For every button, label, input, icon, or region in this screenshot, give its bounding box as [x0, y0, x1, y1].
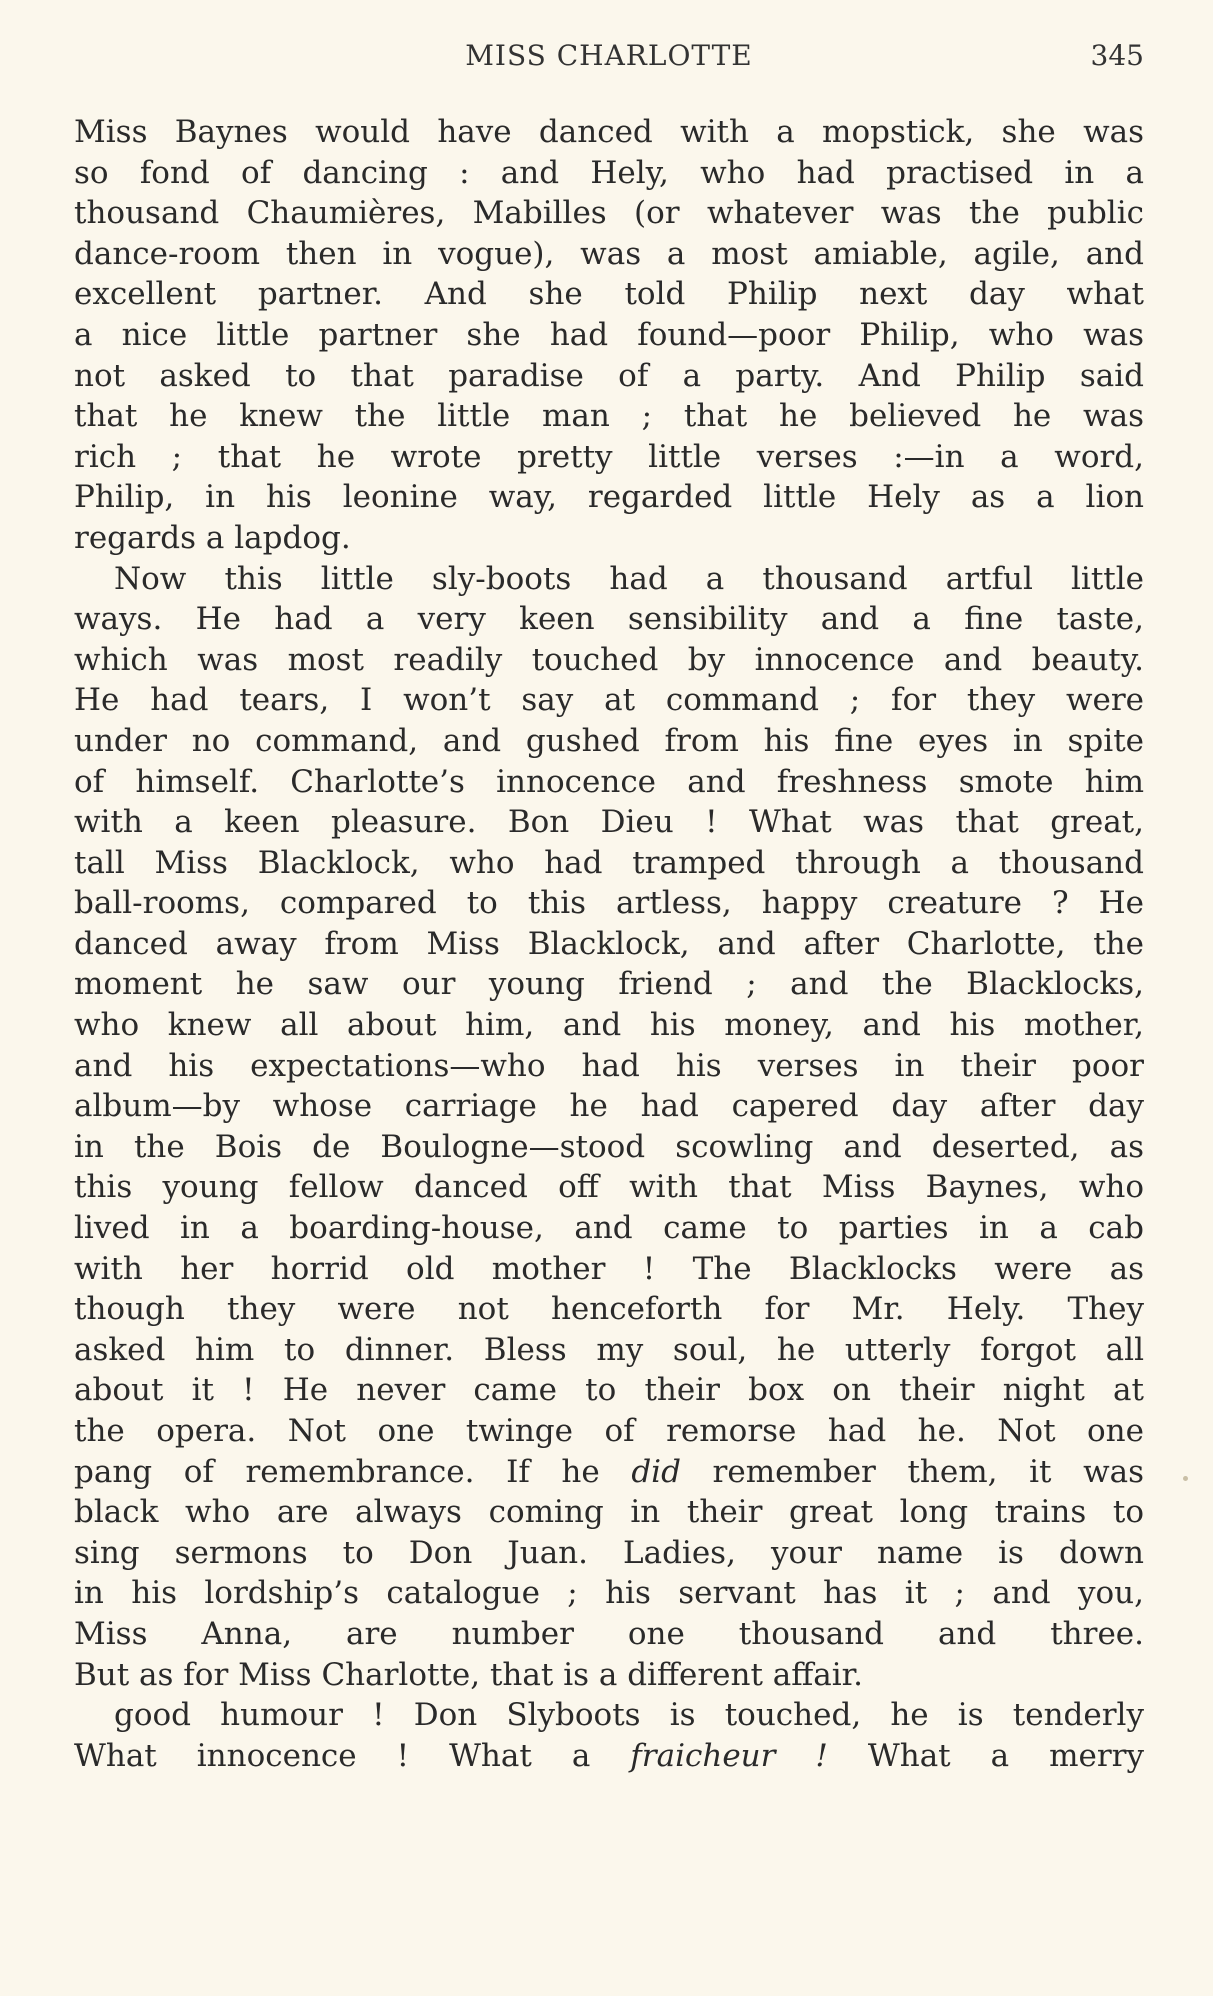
- text-line: so fond of dancing : and Hely, who had practised in a: [74, 154, 1144, 191]
- text-line-with-emphasis: [74, 1452, 1144, 1493]
- text-line: excellent partner. And she told Philip next day what: [74, 276, 1144, 313]
- text-span: remember them, it was: [680, 1453, 1144, 1490]
- paragraph-start-line: Now this little sly-boots had a thousand artful little: [114, 560, 1144, 597]
- emphasized-word: did: [631, 1453, 681, 1490]
- text-line: though they were not henceforth for Mr. Hely. They: [74, 1291, 1144, 1328]
- text-line: who knew all about him, and his money, and his mother,: [74, 1007, 1144, 1044]
- text-line: that he knew the little man ; that he believed he was: [74, 398, 1144, 435]
- text-line: lived in a boarding-house, and came to parties in a cab: [74, 1210, 1144, 1247]
- text-line: black who are always coming in their great long trains to: [74, 1494, 1144, 1531]
- text-line: the opera. Not one twinge of remorse had he. Not one: [74, 1413, 1144, 1449]
- text-line: of himself. Charlotte’s innocence and freshness smote him: [74, 763, 1144, 800]
- text-line: thousand Chaumières, Mabilles (or whatever was the public: [74, 195, 1144, 232]
- text-line: dance-room then in vogue), was a most amiable, agile, and: [74, 235, 1144, 272]
- text-line: [74, 1776, 1144, 1817]
- text-line: in the Bois de Boulogne—stood scowling and deserted, as: [74, 1128, 1144, 1165]
- text-span: What innocence ! What a: [74, 1737, 631, 1774]
- text-line: not asked to that paradise of a party. And Philip said: [74, 357, 1144, 394]
- margin-mark: [1183, 1476, 1188, 1481]
- text-line: He had tears, I won’t say at command ; for they were: [74, 682, 1144, 719]
- text-line: a nice little partner she had found—poor Philip, who was: [74, 316, 1144, 353]
- text-line: Miss Baynes would have danced with a mopstick, she was: [74, 114, 1144, 150]
- text-line: which was most readily touched by innocence and beauty.: [74, 641, 1144, 678]
- page-number: 345: [1090, 39, 1144, 72]
- text-line: about it ! He never came to their box on their night at: [74, 1372, 1144, 1409]
- text-line: under no command, and gushed from his fine eyes in spite: [74, 722, 1144, 759]
- text-span: pang of remembrance. If he: [74, 1453, 632, 1490]
- running-title: MISS CHARLOTTE: [465, 39, 753, 72]
- text-line: moment he saw our young friend ; and the Blacklocks,: [74, 966, 1144, 1003]
- text-line: this young fellow danced off with that Miss Baynes, who: [74, 1169, 1144, 1206]
- text-line: and his expectations—who had his verses in their poor: [74, 1047, 1144, 1084]
- paragraph-start-line: good humour ! Don Slyboots is touched, he is tenderly: [114, 1697, 1144, 1734]
- text-span: What a merry: [827, 1737, 1144, 1774]
- text-line: ball-rooms, compared to this artless, happy creature ? He: [74, 885, 1144, 922]
- text-line: ways. He had a very keen sensibility and a fine taste,: [74, 601, 1144, 638]
- text-line: [74, 1817, 1144, 1858]
- text-line: sing sermons to Don Juan. Ladies, your name is down: [74, 1534, 1144, 1571]
- running-head: [74, 36, 1144, 76]
- text-line-with-emphasis: [74, 1736, 1144, 1777]
- text-line: tall Miss Blacklock, who had tramped through a thousand: [74, 844, 1144, 881]
- text-line: in his lordship’s catalogue ; his servant has it ; and you,: [74, 1575, 1144, 1612]
- text-line: album—by whose carriage he had capered day after day: [74, 1088, 1144, 1125]
- text-line: But as for Miss Charlotte, that is a different affair.: [74, 1656, 863, 1693]
- text-line: with her horrid old mother ! The Blacklocks were as: [74, 1250, 1144, 1287]
- emphasized-word: fraicheur !: [630, 1737, 828, 1774]
- text-line: regards a lapdog.: [74, 519, 351, 556]
- text-line: danced away from Miss Blacklock, and after Charlotte, the: [74, 925, 1144, 962]
- text-line: Miss Anna, are number one thousand and three.: [74, 1615, 1144, 1652]
- text-line: with a keen pleasure. Bon Dieu ! What was that great,: [74, 804, 1144, 841]
- text-line: rich ; that he wrote pretty little verses :—in a word,: [74, 438, 1144, 475]
- text-line: asked him to dinner. Bless my soul, he utterly forgot all: [74, 1331, 1144, 1368]
- text-line: Philip, in his leonine way, regarded little Hely as a lion: [74, 479, 1144, 516]
- body-text: [74, 112, 1144, 1858]
